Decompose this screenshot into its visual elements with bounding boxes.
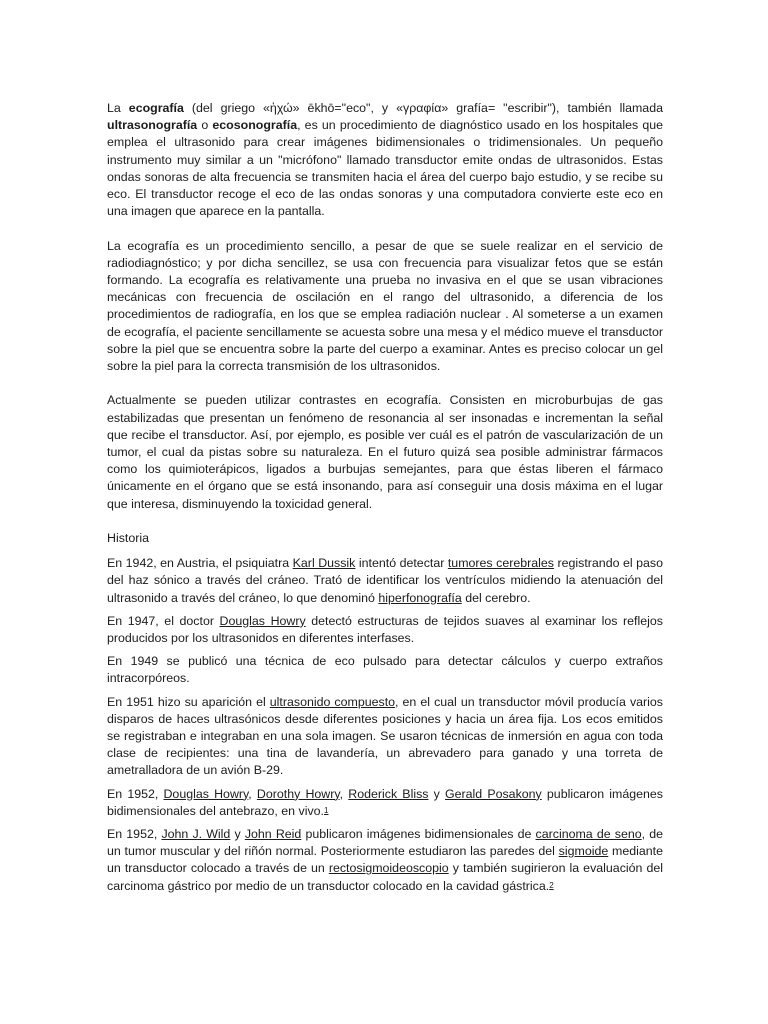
text-run: y xyxy=(230,827,245,842)
text-run: del cerebro. xyxy=(461,590,531,605)
link-roderick-bliss[interactable]: Roderick Bliss xyxy=(348,786,429,801)
link-hiperfonografia[interactable]: hiperfonografía xyxy=(378,590,462,605)
text-run: detectó estructuras de tejidos suaves al examinar los reflejos producidos por los ultrasonidos en diferentes interfases. xyxy=(107,613,663,646)
text-run: En 1952, xyxy=(107,827,162,842)
history-1952-wild xyxy=(107,826,663,895)
link-douglas-howry[interactable]: Douglas Howry xyxy=(163,786,249,801)
text-run: publicaron imágenes bidimensionales de xyxy=(301,827,536,842)
text-run: , en el cual un transductor móvil producía varios disparos de haces ultrasónicos desde diferentes posiciones y hacia un área fija. Los ecos emitidos se registraban e integraban en una sola imagen. Se usaron técnicas de inmersión en agua con toda clase de recipientes: una tina de lavandería, un abrevadero para ganado y una torreta de ametralladora de un avión B-29. xyxy=(107,694,663,778)
text-run: intentó detectar xyxy=(355,556,448,571)
paragraph-procedure: La ecografía es un procedimiento sencillo, a pesar de que se suele realizar en el servicio de radiodiagnóstico; y por dicha sencillez, se usa con frecuencia para visualizar fetos que se están formando. La ecografía es relativamente una prueba no invasiva en el que se usan vibraciones mecánicas con frecuencia de oscilación en el rango del ultrasonido, a diferencia de los procedimientos de radiografía, en los que se emplea radiación nuclear . Al someterse a un examen de ecografía, el paciente sencillamente se acuesta sobre una mesa y el médico mueve el transductor sobre la piel que se encuentra sobre la parte del cuerpo a examinar. Antes es preciso colocar un gel sobre la piel para la correcta transmisión de los ultrasonidos. xyxy=(107,238,663,374)
link-john-reid[interactable]: John Reid xyxy=(244,827,302,842)
term-ultrasonografia: ultrasonografía xyxy=(107,118,198,133)
text-run: o xyxy=(197,118,213,133)
footnote-ref-1[interactable]: 1 xyxy=(323,805,329,815)
link-ultrasonido-compuesto[interactable]: ultrasonido compuesto xyxy=(269,694,396,709)
history-1952-howry xyxy=(107,786,663,820)
link-john-j-wild[interactable]: John J. Wild xyxy=(161,827,231,842)
paragraph-contrast: Actualmente se pueden utilizar contrastes en ecografía. Consisten en microburbujas de gas estabilizadas que presentan un fenómeno de resonancia al ser insonadas e incrementan la señal que recibe el transductor. Así, por ejemplo, es posible ver cuál es el patrón de vascularización de un tumor, el cual da pistas sobre su naturaleza. En el futuro quizá sea posible administrar fármacos como los quimioterápicos, ligados a burbujas semejantes, para que éstas liberen el fármaco únicamente en el órgano que se está insonando, para así conseguir una dosis máxima en el lugar que interesa, disminuyendo la toxicidad general. xyxy=(107,393,663,511)
text-run: (del griego «ἠχώ» ēkhō="eco", y «γραφία» grafía= "escribir"), también llamada xyxy=(183,101,663,115)
text-run: mediante un transductor colocado a través de un xyxy=(107,844,663,876)
text-run: registrando el paso del haz sónico a través del cráneo. Trató de identificar los ventrículos midiendo la atenuación del ultrasonido a través del cráneo, lo que denominó xyxy=(107,556,663,605)
link-karl-dussik[interactable]: Karl Dussik xyxy=(292,556,356,571)
document-page xyxy=(107,100,663,901)
link-gerald-posakony[interactable]: Gerald Posakony xyxy=(444,786,542,801)
text-run: En 1951 hizo su aparición el xyxy=(107,694,270,709)
link-douglas-howry[interactable]: Douglas Howry xyxy=(219,613,306,628)
term-ecografia: ecografía xyxy=(128,101,184,115)
text-run: , xyxy=(248,786,257,801)
text-run: y también sugirieron la evaluación del carcinoma gástrico por medio de un transductor colocado en la cavidad gástrica. xyxy=(107,861,663,893)
history-1947 xyxy=(107,613,663,647)
term-ecosonografia: ecosonografía xyxy=(212,118,298,133)
text-run: En 1947, el doctor xyxy=(107,613,220,628)
section-heading-historia: Historia xyxy=(107,531,149,546)
text-run: En 1952, xyxy=(107,786,164,801)
paragraph-intro xyxy=(107,100,663,220)
history-1949: En 1949 se publicó una técnica de eco pulsado para detectar cálculos y cuerpo extraños intracorpóreos. xyxy=(107,654,663,686)
link-rectosigmoideoscopio[interactable]: rectosigmoideoscopio xyxy=(328,861,449,876)
footnote-ref-2[interactable]: 2 xyxy=(549,880,554,890)
history-1951 xyxy=(107,694,663,780)
text-run: , es un procedimiento de diagnóstico usado en los hospitales que emplea el ultrasonido para crear imágenes bidimensionales o tridimensionales. Un pequeño instrumento muy similar a un "micrófono" llamado transductor emite ondas de ultrasonidos. Estas ondas sonoras de alta frecuencia se transmiten hacia el área del cuerpo bajo estudio, y se recibe su eco. El transductor recoge el eco de las ondas sonoras y una computadora convierte este eco en una imagen que aparece en la pantalla. xyxy=(107,118,663,219)
text-run: , xyxy=(339,786,349,801)
text-run: La xyxy=(107,101,129,115)
text-run: publicaron imágenes bidimensionales del antebrazo, en vivo. xyxy=(107,786,663,818)
text-run: En 1942, en Austria, el psiquiatra xyxy=(107,556,293,571)
link-carcinoma-de-seno[interactable]: carcinoma de seno xyxy=(535,827,642,842)
link-sigmoide[interactable]: sigmoide xyxy=(558,844,609,859)
text-run: y xyxy=(428,786,445,801)
link-dorothy-howry[interactable]: Dorothy Howry xyxy=(256,786,340,801)
link-tumores-cerebrales[interactable]: tumores cerebrales xyxy=(447,556,554,571)
text-run: , de un tumor muscular y del riñón normal. Posteriormente estudiaron las paredes del xyxy=(107,827,664,859)
history-1942 xyxy=(107,555,663,607)
